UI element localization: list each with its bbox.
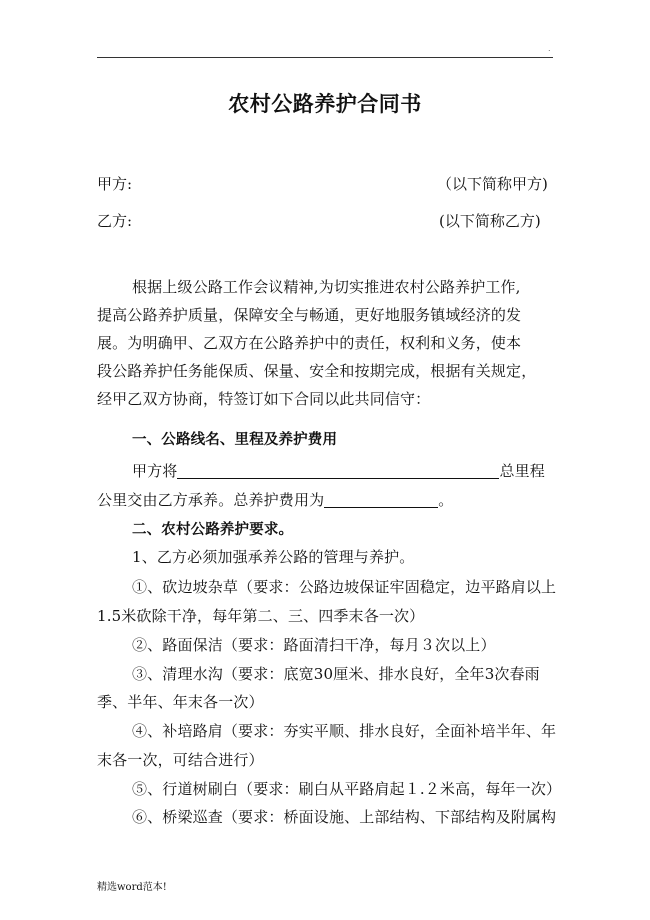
route-suffix: 总里程 (499, 462, 545, 480)
section-1-line-1 (132, 460, 545, 481)
party-a-label: 甲方: (97, 175, 133, 193)
intro-line-5: 经甲乙双方协商，特签订如下合同以此共同信守： (97, 390, 431, 408)
page-footer: 精选word范本! (97, 882, 167, 893)
maintenance-item-line: ②、路面保洁（要求：路面清扫干净，每月３次以上） (132, 636, 496, 654)
section-2-heading: 二、农村公路养护要求。 (132, 522, 294, 538)
fee-prefix: 公里交由乙方承养。总养护费用为 (97, 491, 325, 509)
maintenance-item-line: 末各一次，可结合进行） (97, 751, 264, 769)
party-b-label: 乙方: (97, 212, 133, 230)
document-title: 农村公路养护合同书 (228, 92, 422, 116)
maintenance-item-line: ⑤、行道树刷白（要求：刷白从平路肩起１.２米高，每年一次） (132, 780, 562, 798)
maintenance-item-line: ③、清理水沟（要求：底宽30厘米、排水良好，全年3次春雨 (132, 665, 540, 683)
intro-line-4: 段公路养护任务能保质、保量、安全和按期完成，根据有关规定， (97, 362, 537, 380)
maintenance-item-line: ①、砍边坡杂草（要求：公路边坡保证牢固稳定，边平路肩以上 (132, 578, 557, 596)
intro-line-2: 提高公路养护质量，保障安全与畅通，更好地服务镇域经济的发 (97, 306, 522, 324)
section-1-heading: 一、公路线名、里程及养护费用 (132, 432, 338, 448)
route-name-blank (177, 463, 499, 479)
route-prefix: 甲方将 (132, 462, 178, 480)
header-corner-mark: . (548, 44, 551, 53)
party-a-note: （以下简称甲方) (437, 175, 548, 193)
maintenance-item-line: 季、半年、年末各一次） (97, 693, 264, 711)
maintenance-item-line: ⑥、桥梁巡查（要求：桥面设施、上部结构、下部结构及附属构 (132, 808, 557, 826)
party-b-note: (以下简称乙方) (439, 212, 541, 230)
maintenance-item-line: ④、补培路肩（要求：夯实平顺、排水良好，全面补培半年、年 (132, 722, 557, 740)
header-rule (97, 57, 553, 58)
intro-line-1: 根据上级公路工作会议精神,为切实推进农村公路养护工作, (132, 278, 521, 296)
fee-blank (324, 492, 438, 508)
intro-line-3: 展。为明确甲、乙双方在公路养护中的责任，权利和义务，使本 (97, 334, 522, 352)
fee-suffix: 。 (438, 491, 454, 509)
maintenance-item-line: 1.5米砍除干净，每年第二、三、四季末各一次） (97, 607, 425, 625)
section-2-item-1: 1、乙方必须加强承养公路的管理与养护。 (132, 548, 415, 566)
section-1-line-2 (97, 489, 453, 510)
